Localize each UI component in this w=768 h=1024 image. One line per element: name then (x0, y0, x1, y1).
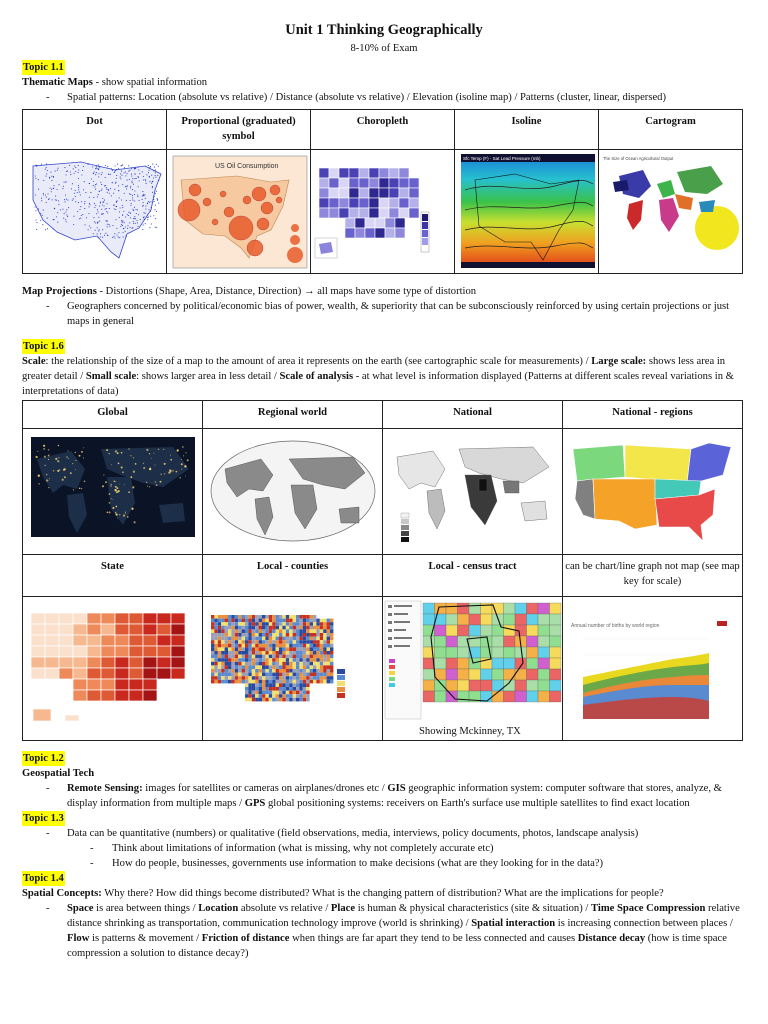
scale-header: Regional world (203, 400, 383, 428)
map-type-header: Isoline (455, 109, 599, 149)
proportional-symbol-map-image (167, 149, 311, 273)
page-subtitle: 8-10% of Exam (350, 43, 418, 55)
choropleth-map-image (311, 149, 455, 273)
regional-world-map-image (203, 428, 383, 554)
sub-bullet: - Think about limitations of information (what is missing, why not completely accurate etc) (22, 841, 746, 856)
map-projections-line: Map Projections - Distortions (Shape, Area, Distance, Direction) → all maps have some type of distortion (22, 285, 477, 297)
national-world-choropleth-image (383, 428, 563, 554)
cartogram-image (599, 149, 743, 273)
bullet: - Geographers concerned by political/economic bias of power, wealth, & superiority that can be subconsciously reinforced by using certain projections or just maps in general (22, 299, 746, 329)
spatial-concepts-bullet: - Space is area between things / Location absolute vs relative / Place is human & physical characteristics (site & situation) / Time Space Compression relative distance shrinking as transportation, communication technology improve (world is shrinking) / Spatial interaction is increasing connection between places / Flow is patterns & movement / Friction of distance when things are far apart they tend to be less connected and causes Distance decay (how is time space compression a solution to distance decay?) (22, 901, 746, 961)
geospatial-bullet: - Remote Sensing: images for satellites or cameras on airplanes/drones etc / GIS geographic information system: computer software that stores, analyze, & display information from multiple maps / GPS global positioning systems: receivers on Earth's surface use multiple satellites to find exact location (22, 781, 746, 811)
topic-tag: Topic 1.6 (22, 339, 65, 354)
topic-tag: Topic 1.2 (22, 751, 65, 766)
map-type-header: Cartogram (599, 109, 743, 149)
map-type-header: Dot (23, 109, 167, 149)
isoline-header-text: Sfc Temp (F) - Sat Lead Pressure (mb) (463, 155, 541, 161)
section-heading: Geospatial Tech (22, 767, 95, 779)
census-tract-caption: Showing Mckinney, TX (419, 726, 521, 737)
births-chart-title: Annual number of births by world region (571, 622, 660, 629)
scale-header: Local - census tract (383, 554, 563, 596)
scale-header: National - regions (563, 400, 743, 428)
scale-header: can be chart/line graph not map (see map key for scale) (563, 554, 743, 596)
thematic-maps-table (22, 109, 743, 274)
topic-tag: Topic 1.4 (22, 871, 65, 886)
scale-header: Global (23, 400, 203, 428)
topic-tag: Topic 1.3 (22, 811, 65, 826)
scale-paragraph: Scale: the relationship of the size of a map to the amount of area it represents on the earth (see cartographic scale for measurements) / Large scale: shows less area in greater detail / Small scale: shows larger area in less detail / Scale of analysis - at what level is information displayed (Patterns at different scales reveal variations in & interpretations of data) (22, 355, 734, 397)
sub-bullet: - How do people, businesses, governments use information to make decisions (what are they looking for in the data?) (22, 856, 746, 871)
topic-tag: Topic 1.1 (22, 60, 65, 75)
us-regions-map-image (563, 428, 743, 554)
census-tract-map-image (383, 596, 563, 740)
page-title: Unit 1 Thinking Geographically (285, 22, 483, 38)
state-choropleth-map-image (23, 596, 203, 740)
scale-table (22, 400, 743, 741)
document-page (22, 22, 746, 961)
proportional-map-title: US Oil Consumption (215, 162, 279, 170)
scale-header: Local - counties (203, 554, 383, 596)
spatial-concepts-line: Spatial Concepts: Why there? How did things become distributed? What is the changing pattern of distribution? What are the implications for people? (22, 888, 664, 900)
scale-header: National (383, 400, 563, 428)
bullet: - Spatial patterns: Location (absolute vs relative) / Distance (absolute vs relative) / Elevation (isoline map) / Patterns (cluster, linear, dispersed) (22, 90, 746, 105)
births-area-chart-image (563, 596, 743, 740)
thematic-maps-line: Thematic Maps - show spatial information (22, 77, 208, 89)
map-type-header: Choropleth (311, 109, 455, 149)
global-night-lights-image (23, 428, 203, 554)
county-map-image (203, 596, 383, 740)
dot-map-image (23, 149, 167, 273)
isoline-map-image (455, 149, 599, 273)
cartogram-title: The Size of Ocean Agricultural Output (603, 155, 674, 161)
map-type-header: Proportional (graduated) symbol (167, 109, 311, 149)
scale-header: State (23, 554, 203, 596)
bullet: - Data can be quantitative (numbers) or qualitative (field observations, media, interviews, policy documents, photos, landscape analysis) (22, 826, 746, 841)
